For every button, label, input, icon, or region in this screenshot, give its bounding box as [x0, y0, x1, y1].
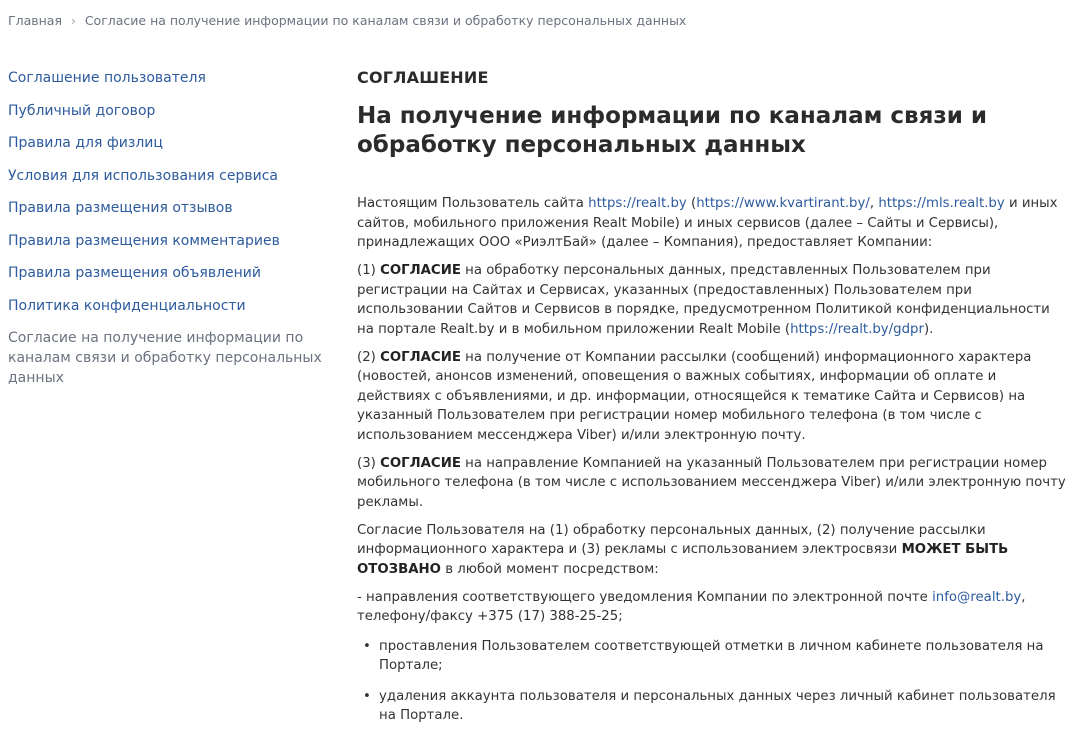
mls-link[interactable]: https://mls.realt.by [878, 196, 1005, 211]
sidebar-item-user-agreement[interactable]: Соглашение пользователя [8, 70, 206, 86]
clause-number: (3) [357, 455, 381, 471]
revocation-keyword: МОЖЕТ БЫТЬ ОТОЗВАНО [357, 542, 1009, 577]
agreement-body [357, 194, 1069, 726]
list-item [357, 687, 1069, 726]
breadcrumb-current: Согласие на получение информации по каналам связи и обработку персональных данных [84, 13, 687, 28]
revocation-method-email [357, 588, 1069, 627]
clause-number: (1) [357, 263, 381, 278]
sidebar-item-ads-rules[interactable]: Правила размещения объявлений [8, 265, 262, 281]
sidebar-item-reviews-rules[interactable]: Правила размещения отзывов [8, 200, 233, 216]
consent-keyword: СОГЛАСИЕ [380, 455, 461, 471]
consent-paragraph-1 [357, 261, 1069, 339]
consent-keyword: СОГЛАСИЕ [380, 349, 461, 365]
page-title: На получение информации по каналам связи и обработку персональных данных [357, 103, 987, 158]
revocation-methods-list [357, 637, 1069, 726]
sidebar-item-service-terms[interactable]: Условия для использования сервиса [8, 167, 278, 184]
sidebar-item-comments-rules[interactable]: Правила размещения комментариев [8, 232, 280, 249]
kvartirant-link[interactable]: https://www.kvartirant.by/ [696, 196, 870, 211]
intro-text: Настоящим Пользователь сайта [357, 196, 589, 211]
gdpr-link[interactable]: https://realt.by/gdpr [790, 321, 924, 337]
info-email-link[interactable]: info@realt.by [932, 589, 1022, 605]
list-item-text: проставления Пользователем соответствующей отметки в личном кабинете пользователя на Портале; [379, 638, 1044, 673]
clause-text: ). [923, 321, 934, 337]
intro-paragraph [357, 194, 1069, 253]
main-content [357, 68, 1069, 737]
consent-keyword: СОГЛАСИЕ [380, 263, 461, 278]
sidebar-item-privacy-policy[interactable]: Политика конфиденциальности [8, 297, 246, 314]
bullet-icon: • [363, 638, 371, 654]
consent-paragraph-3 [357, 454, 1069, 513]
breadcrumb [8, 13, 686, 28]
consent-paragraph-2 [357, 348, 1069, 446]
clause-number: (2) [357, 349, 381, 365]
clause-text: на получение от Компании рассылки (сообщений) информационного характера (новостей, анонсов изменений, оповещения о важных событиях, информации об оплате и действиях с объявлениями, и др. информации, относящейся к тематике Сайта и Сервисов) на указанный Пользователем при регистрации номер мобильного телефона (в том числе с использованием мессенджера Viber) и/или электронную почту. [357, 349, 1032, 443]
clause-text: на обработку персональных данных, представленных Пользователем при регистрации на Сайтах и Сервисах, указанных (предоставленных) Пользователем при использовании Сайтов и Сервисов в порядке, предусмотренном Политикой конфиденциальности на портале Realt.by и в мобильном приложении Realt Mobile ( [357, 263, 1050, 337]
breadcrumb-separator: › [71, 13, 76, 28]
realt-link[interactable]: https://realt.by [588, 196, 687, 211]
breadcrumb-home-link[interactable]: Главная [8, 13, 62, 28]
intro-text: , [869, 196, 879, 211]
clause-text: в любой момент посредством: [440, 561, 659, 577]
sidebar-item-public-contract[interactable]: Публичный договор [8, 102, 156, 119]
bullet-icon: • [363, 688, 371, 704]
clause-text: на направление Компанией на указанный Пользователем при регистрации номер мобильного телефона (в том числе с использованием мессенджера Viber) и/или электронную почту рекламы. [357, 455, 1066, 510]
intro-text: и иных сайтов, мобильного приложения Realt Mobile) и иных сервисов (далее – Сайты и Сервисы), принадлежащих ООО «РиэлтБай» (далее – Компания), предоставляет Компании: [357, 196, 1058, 250]
clause-text: - направления соответствующего уведомления Компании по электронной почте [357, 589, 933, 605]
sidebar-item-current-consent: Согласие на получение информации по каналам связи и обработку персональных данных [8, 330, 322, 386]
clause-text: , телефону/факсу +375 (17) 388-25-25; [357, 589, 1026, 624]
list-item [357, 637, 1069, 676]
sidebar-nav [8, 68, 338, 388]
page-kicker: СОГЛАШЕНИЕ [357, 68, 489, 87]
sidebar-item-individuals-rules[interactable]: Правила для физлиц [8, 135, 163, 151]
revocation-paragraph [357, 521, 1069, 580]
list-item-text: удаления аккаунта пользователя и персональных данных через личный кабинет пользователя на Портале. [379, 688, 1056, 723]
clause-text: Согласие Пользователя на (1) обработку персональных данных, (2) получение рассылки информационного характера и (3) рекламы с использованием электросвязи [357, 522, 986, 557]
intro-text: ( [686, 196, 697, 211]
